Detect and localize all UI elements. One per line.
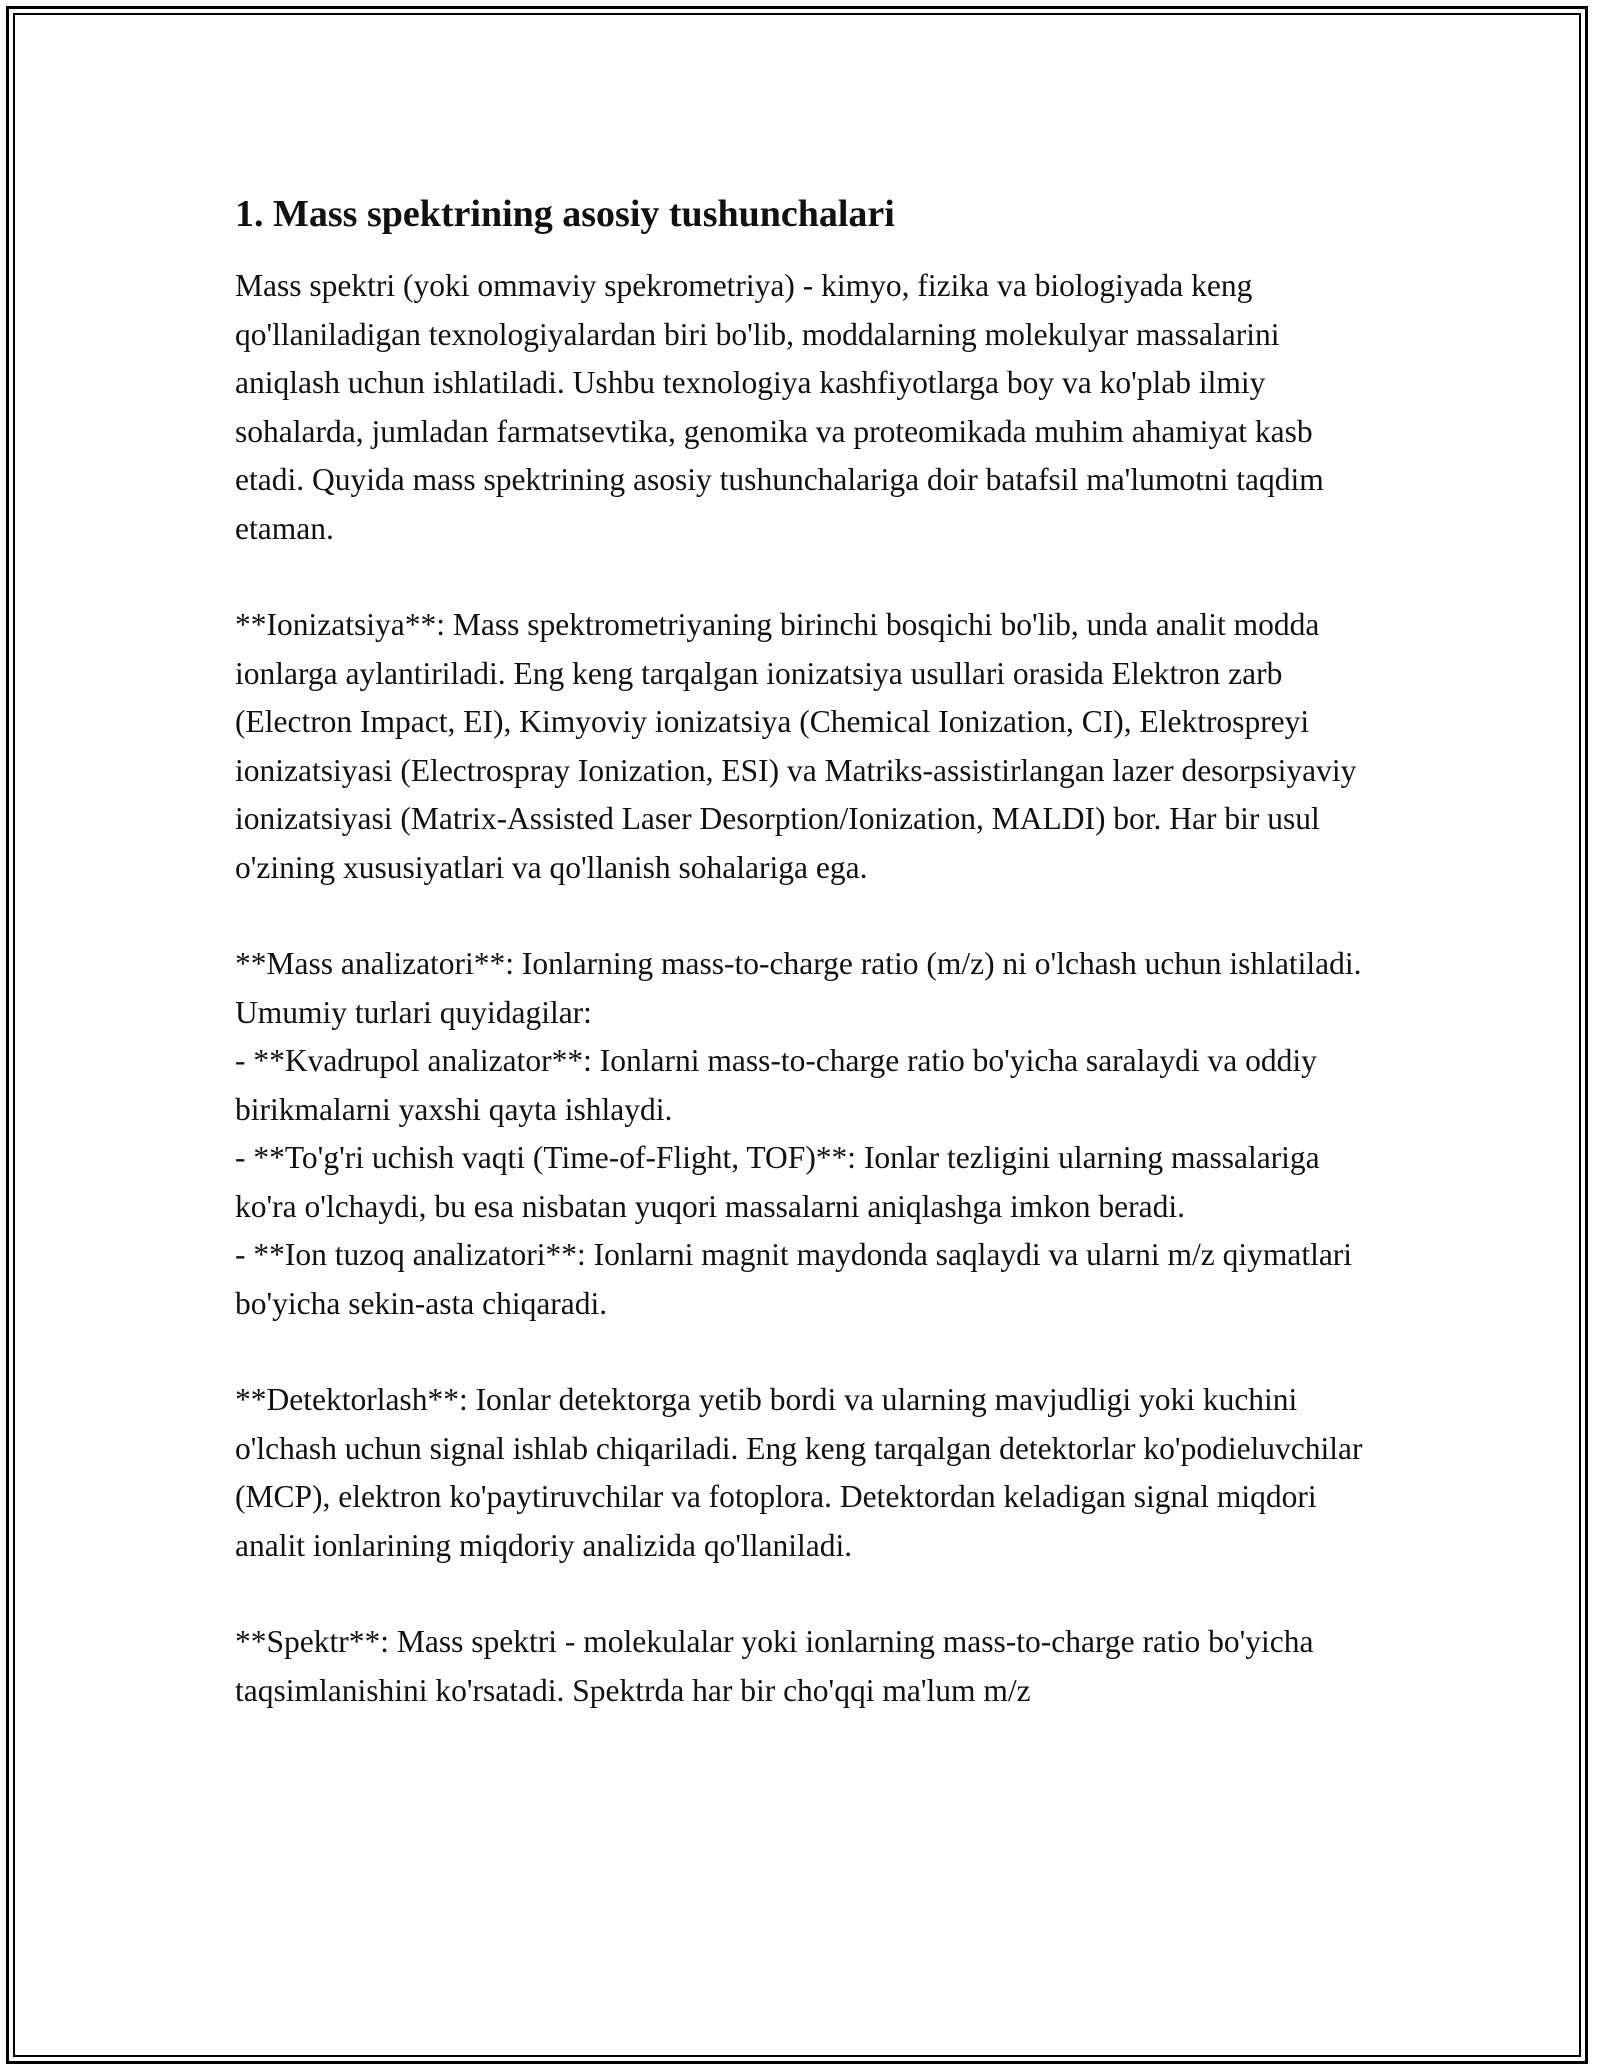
paragraph-ionization: **Ionizatsiya**: Mass spektrometriyaning birinchi bosqichi bo'lib, unda analit modda ionlarga aylantiriladi. Eng keng tarqalgan ionizatsiya usullari orasida Elektron zarb (Electron Impact, EI), Kimyoviy ionizatsiya (Chemical Ionization, CI), Elektrospreyi ionizatsiyasi (Electrospray Ionization, ESI) va Matriks-assistirlangan lazer desorpsiyaviy ionizatsiyasi (Matrix-Assisted Laser Desorption/Ionization, MALDI) bor. Har bir usul o'zining xususiyatlari va qo'llanish sohalariga ega. bbox=[235, 607, 1357, 885]
section-heading: 1. Mass spektrining asosiy tushunchalari bbox=[235, 193, 895, 235]
paragraph-detection: **Detektorlash**: Ionlar detektorga yetib bordi va ularning mavjudligi yoki kuchini o'lchash uchun signal ishlab chiqariladi. Eng keng tarqalgan detektorlar ko'podieluvchilar (MCP), elektron ko'paytiruvchilar va fotoplora. Detektordan keladigan signal miqdori analit ionlarining miqdoriy analizida qo'llaniladi. bbox=[235, 1382, 1363, 1563]
paragraph-mass-analyzer: **Mass analizatori**: Ionlarning mass-to-charge ratio (m/z) ni o'lchash uchun ishlatiladi. Umumiy turlari quyidagilar: - **Kvadrupol analizator**: Ionlarni mass-to-charge ratio bo'yicha saralaydi va oddiy birikmalarni yaxshi qayta ishlaydi. - **To'g'ri uchish vaqti (Time-of-Flight, TOF)**: Ionlar tezligini ularning massalariga ko'ra o'lchaydi, bu esa nisbatan yuqori massalarni aniqlashga imkon beradi. - **Ion tuzoq analizatori**: Ionlarni magnit maydonda saqlaydi va ularni m/z qiymatlari bo'yicha sekin-asta chiqaradi. bbox=[235, 946, 1362, 1321]
paragraph-spectrum: **Spektr**: Mass spektri - molekulalar yoki ionlarning mass-to-charge ratio bo'yicha taqsimlanishini ko'rsatadi. Spektrda har bir cho'qqi ma'lum m/z bbox=[235, 1624, 1314, 1708]
document-body bbox=[235, 188, 1385, 1763]
paragraph-intro: Mass spektri (yoki ommaviy spekrometriya) - kimyo, fizika va biologiyada keng qo'llaniladigan texnologiyalardan biri bo'lib, moddalarning molekulyar massalarini aniqlash uchun ishlatiladi. Ushbu texnologiya kashfiyotlarga boy va ko'plab ilmiy sohalarda, jumladan farmatsevtika, genomika va proteomikada muhim ahamiyat kasb etadi. Quyida mass spektrining asosiy tushunchalariga doir batafsil ma'lumotni taqdim etaman. bbox=[235, 268, 1324, 546]
